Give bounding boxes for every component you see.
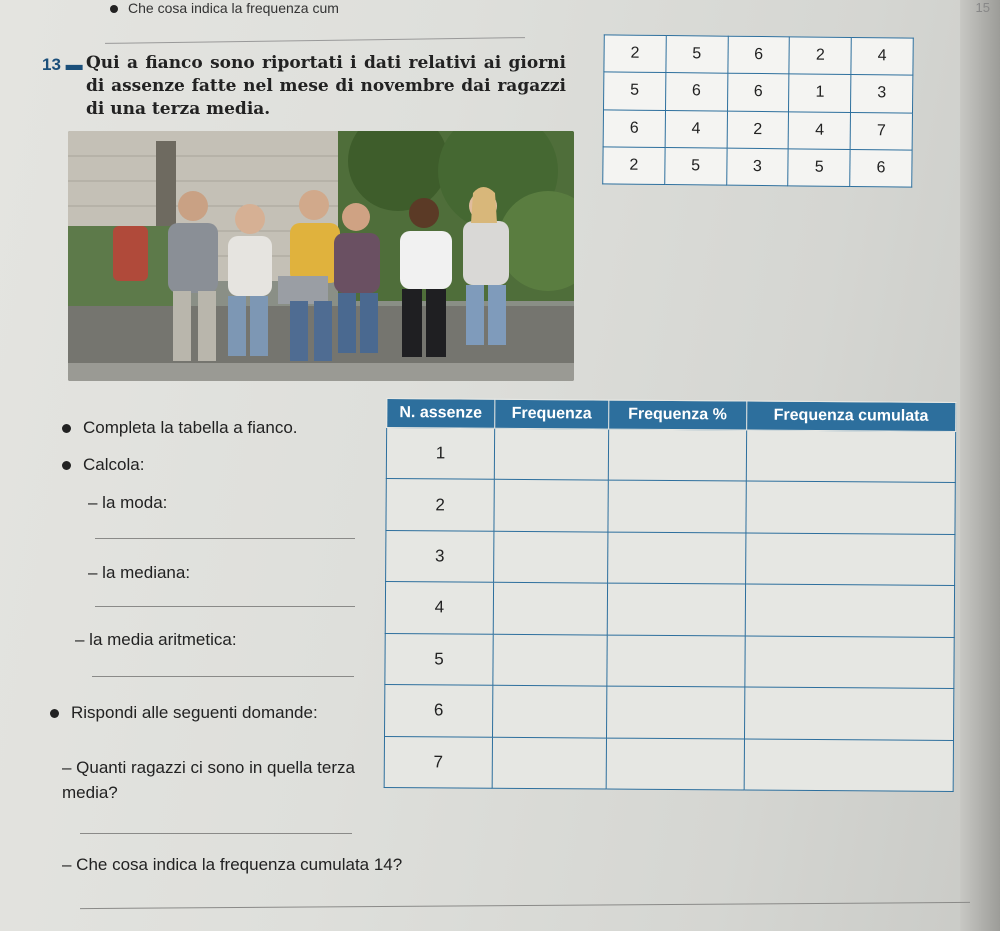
- frequenza-cell[interactable]: [493, 685, 607, 737]
- bullet-icon: [62, 424, 71, 433]
- frequenza-cell[interactable]: [492, 737, 606, 789]
- data-cell: 2: [789, 37, 851, 75]
- data-cell: 6: [665, 73, 727, 111]
- data-cell: 5: [788, 149, 850, 187]
- instruction-rispondi: [50, 700, 360, 725]
- frequency-row: [384, 736, 953, 791]
- frequenza-percent-cell[interactable]: [607, 583, 745, 635]
- data-cell: 3: [726, 148, 788, 186]
- header-frequenza-percent: Frequenza %: [609, 400, 747, 430]
- frequency-row: [385, 582, 954, 637]
- instruction-calculate-text: Calcola:: [83, 455, 145, 474]
- data-cell: 2: [603, 147, 665, 185]
- absences-value-cell: 6: [385, 685, 493, 737]
- answer-line-moda[interactable]: [95, 538, 355, 539]
- data-cell: 6: [727, 73, 789, 111]
- frequenza-cumulata-cell[interactable]: [745, 533, 955, 586]
- instruction-calculate: [62, 455, 144, 475]
- frequenza-percent-cell[interactable]: [606, 738, 744, 790]
- frequenza-cell[interactable]: [493, 583, 607, 635]
- frequenza-cell[interactable]: [494, 531, 608, 583]
- frequenza-percent-cell[interactable]: [606, 686, 744, 738]
- question-moda: – la moda:: [88, 493, 168, 512]
- data-cell: 4: [851, 37, 913, 75]
- data-row: [603, 109, 912, 149]
- frequenza-cumulata-cell[interactable]: [744, 687, 954, 740]
- frequenza-percent-cell[interactable]: [607, 532, 745, 584]
- absences-value-cell: 4: [385, 582, 493, 634]
- header-frequenza-cumulata: Frequenza cumulata: [746, 401, 956, 431]
- previous-question: [110, 0, 339, 16]
- data-cell: 6: [850, 149, 912, 187]
- data-row: [604, 35, 913, 75]
- bullet-icon: [50, 709, 59, 718]
- absences-value-cell: 5: [385, 633, 493, 685]
- instruction-rispondi-text: Rispondi alle seguenti domande:: [71, 703, 318, 722]
- answer-line-quanti[interactable]: [80, 833, 352, 834]
- question-cumulata: – Che cosa indica la frequenza cumulata 14?: [62, 855, 403, 874]
- data-cell: 2: [604, 35, 666, 73]
- frequenza-percent-cell[interactable]: [608, 480, 746, 532]
- previous-question-text: Che cosa indica la frequenza cum: [128, 0, 339, 16]
- data-cell: 5: [666, 36, 728, 74]
- absences-value-cell: 2: [386, 479, 494, 531]
- frequenza-cumulata-cell[interactable]: [746, 430, 956, 483]
- exercise-text: Qui a fianco sono riportati i dati relativi ai giorni di assenze fatte nel mese di novembre dai ragazzi di una terza media.: [86, 53, 566, 119]
- frequenza-percent-cell[interactable]: [608, 429, 746, 481]
- frequency-row: [385, 633, 954, 688]
- answer-line-cumulata[interactable]: [80, 902, 970, 909]
- question-quanti: – Quanti ragazzi ci sono in quella terza media?: [62, 758, 355, 802]
- frequenza-cell[interactable]: [494, 480, 608, 532]
- data-cell: 7: [850, 112, 912, 150]
- absences-value-cell: 3: [386, 530, 494, 582]
- bullet-icon: [62, 461, 71, 470]
- data-cell: 3: [851, 75, 913, 113]
- data-row: [604, 72, 913, 112]
- question-mediana: – la mediana:: [88, 563, 191, 582]
- frequenza-cumulata-cell[interactable]: [745, 584, 955, 637]
- frequenza-percent-cell[interactable]: [607, 635, 745, 687]
- data-cell: 2: [727, 111, 789, 149]
- frequency-row: [386, 428, 955, 483]
- instruction-complete: [62, 418, 298, 438]
- answer-line-mediana[interactable]: [95, 606, 355, 607]
- header-n-assenze: N. assenze: [387, 399, 495, 429]
- absences-value-cell: 1: [386, 428, 494, 480]
- answer-line: [105, 37, 525, 44]
- frequenza-cell[interactable]: [493, 634, 607, 686]
- page-edge: [960, 0, 1000, 931]
- exercise-number: 13 ▬: [42, 55, 83, 74]
- frequency-row: [386, 530, 955, 585]
- data-cell: 4: [665, 110, 727, 148]
- data-cell: 5: [665, 147, 727, 185]
- absences-data-table: [602, 34, 914, 187]
- question-media: – la media aritmetica:: [75, 630, 237, 649]
- bullet-icon: [110, 5, 118, 13]
- answer-line-media[interactable]: [92, 676, 354, 677]
- data-cell: 6: [603, 109, 665, 147]
- frequenza-cumulata-cell[interactable]: [744, 739, 954, 792]
- page-number: 15: [975, 0, 990, 15]
- header-frequenza: Frequenza: [495, 399, 609, 429]
- absences-value-cell: 7: [384, 736, 492, 788]
- frequency-table: [384, 398, 957, 792]
- frequency-row: [385, 685, 954, 740]
- frequenza-cumulata-cell[interactable]: [746, 481, 956, 534]
- frequency-row: [386, 479, 955, 534]
- data-cell: 4: [788, 111, 850, 149]
- students-photo: [68, 131, 574, 381]
- data-row: [603, 147, 912, 187]
- data-cell: 5: [604, 72, 666, 110]
- data-cell: 1: [789, 74, 851, 112]
- frequenza-cumulata-cell[interactable]: [744, 636, 954, 689]
- instruction-complete-text: Completa la tabella a fianco.: [83, 418, 298, 437]
- data-cell: 6: [727, 36, 789, 74]
- frequenza-cell[interactable]: [494, 428, 608, 480]
